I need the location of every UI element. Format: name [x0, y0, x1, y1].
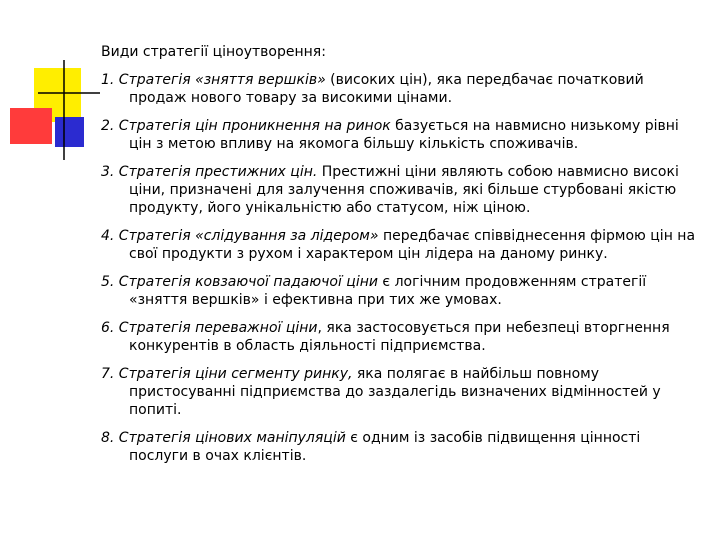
slide-content — [101, 43, 701, 465]
strategy-description: (високих цін), яка передбачає початковий продаж нового товару за високими цінами. — [129, 72, 644, 106]
strategy-description: яка полягає в найбільш повному пристосуванні підприємства до заздалегідь визначених відмінностей у попиті. — [129, 366, 661, 418]
strategy-term: 4. Стратегія «слідування за лідером» — [101, 228, 379, 244]
slide-heading: Види стратегії ціноутворення: — [101, 44, 326, 60]
list-item — [101, 117, 701, 153]
list-item — [101, 227, 701, 263]
strategy-term: 8. Стратегія цінових маніпуляцій — [101, 430, 346, 446]
strategy-description: базується на навмисно низькому рівні цін з метою впливу на якомога більшу кількість споживачів. — [129, 118, 679, 152]
list-item — [101, 319, 701, 355]
list-item — [101, 71, 701, 107]
list-item — [101, 429, 701, 465]
list-item — [101, 365, 701, 419]
blue-square — [55, 117, 84, 147]
decorative-blocks — [0, 0, 100, 170]
red-square — [10, 108, 52, 144]
strategy-description: Престижні ціни являють собою навмисно високі ціни, призначені для залучення споживачів, які більше стурбовані якістю продукту, його унікальністю або статусом, ніж ціною. — [129, 164, 679, 216]
strategy-term: 6. Стратегія переважної ціни — [101, 320, 318, 336]
strategy-term: 3. Стратегія престижних цін. — [101, 164, 318, 180]
list-item — [101, 163, 701, 217]
strategy-description: передбачає співвіднесення фірмою цін на свої продукти з рухом і характером цін лідера на даному ринку. — [129, 228, 696, 262]
strategy-term: 1. Стратегія «зняття вершків» — [101, 72, 326, 88]
strategy-term: 2. Стратегія цін проникнення на ринок — [101, 118, 391, 134]
strategy-term: 7. Стратегія ціни сегменту ринку, — [101, 366, 353, 382]
strategy-term: 5. Стратегія ковзаючої падаючої ціни — [101, 274, 378, 290]
strategy-description: є логічним продовженням стратегії «зняття вершків» і ефективна при тих же умовах. — [129, 274, 647, 308]
list-item — [101, 273, 701, 309]
strategy-description: є одним із засобів підвищення цінності послуги в очах клієнтів. — [129, 430, 641, 464]
strategy-description: , яка застосовується при небезпеці вторгнення конкурентів в область діяльності підприємства. — [129, 320, 670, 354]
